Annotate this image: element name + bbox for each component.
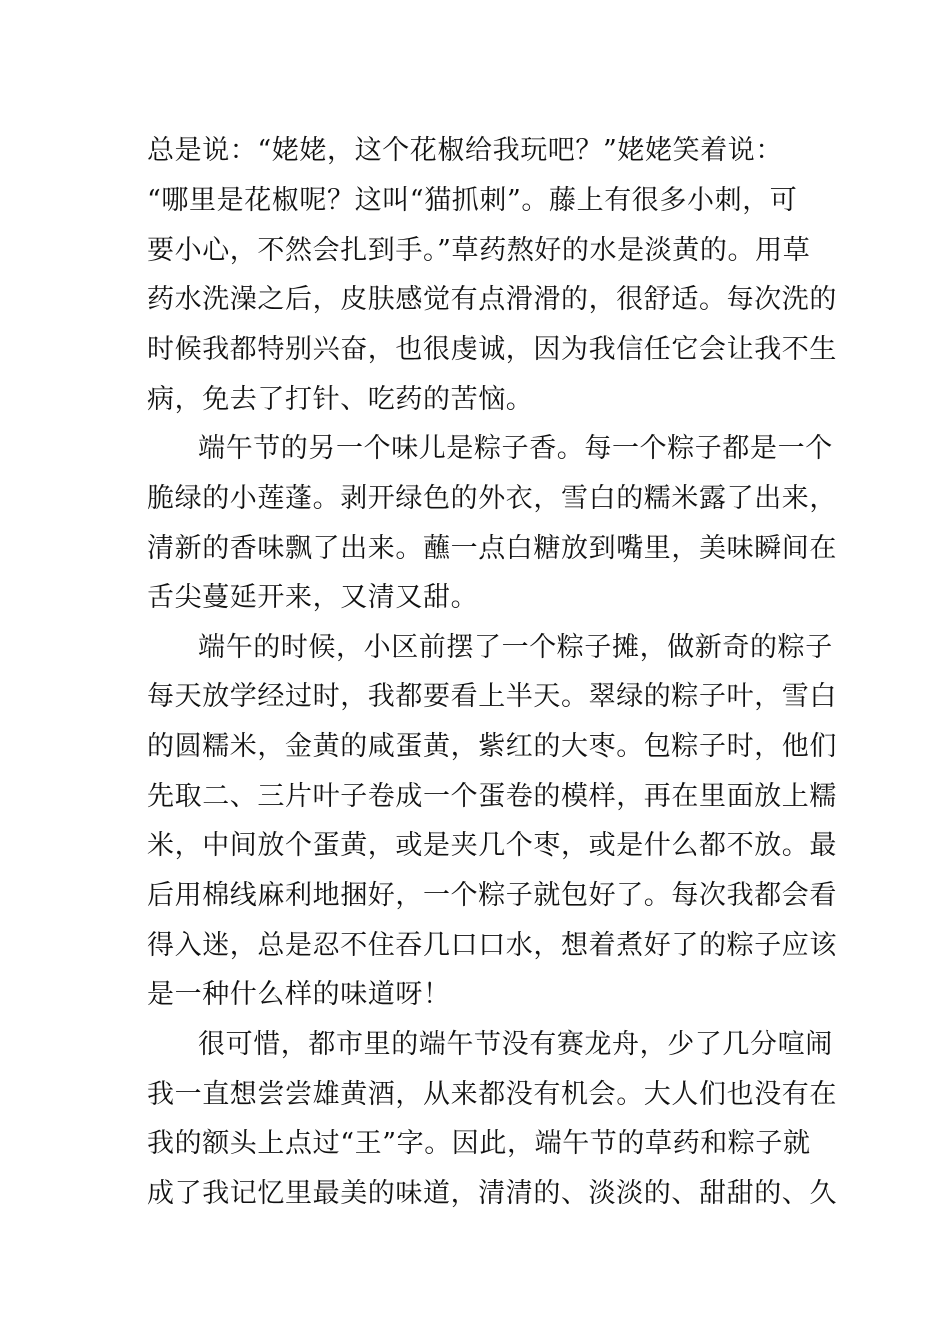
paragraph-first-line: 很可惜，都市里的端午节没有赛龙舟，少了几分喧闹 bbox=[198, 1029, 833, 1060]
text-line: 清新的香味飘了出来。蘸一点白糖放到嘴里，美味瞬间在 bbox=[147, 533, 837, 564]
text-line: 后用棉线麻利地捆好，一个粽子就包好了。每次我都会看 bbox=[147, 880, 837, 911]
text-line: 药水洗澡之后，皮肤感觉有点滑滑的，很舒适。每次洗的 bbox=[147, 284, 837, 315]
text-line: 舌尖蔓延开来，又清又甜。 bbox=[147, 582, 479, 613]
text-line: 是一种什么样的味道呀！ bbox=[147, 979, 451, 1010]
text-line: 米，中间放个蛋黄，或是夹几个枣，或是什么都不放。最 bbox=[147, 830, 837, 861]
text-line: 脆绿的小莲蓬。剥开绿色的外衣，雪白的糯米露了出来， bbox=[147, 483, 837, 514]
text-line: 得入迷，总是忍不住吞几口口水，想着煮好了的粽子应该 bbox=[147, 930, 837, 961]
paragraph-first-line: 端午节的另一个味儿是粽子香。每一个粽子都是一个 bbox=[198, 433, 833, 464]
text-line: 要小心，不然会扎到手。”草药熬好的水是淡黄的。用草 bbox=[147, 235, 811, 266]
text-line: 的圆糯米，金黄的咸蛋黄，紫红的大枣。包粽子时，他们 bbox=[147, 731, 837, 762]
text-line: 时候我都特别兴奋，也很虔诚，因为我信任它会让我不生 bbox=[147, 334, 837, 365]
text-line: 我的额头上点过“王”字。因此，端午节的草药和粽子就 bbox=[147, 1128, 811, 1159]
text-line: 成了我记忆里最美的味道，清清的、淡淡的、甜甜的、久 bbox=[147, 1178, 837, 1209]
text-line: 病，免去了打针、吃药的苦恼。 bbox=[147, 384, 534, 415]
text-line: 总是说：“姥姥，这个花椒给我玩吧？”姥姥笑着说： bbox=[147, 135, 784, 166]
text-line: 每天放学经过时，我都要看上半天。翠绿的粽子叶，雪白 bbox=[147, 681, 837, 712]
text-line: “哪里是花椒呢？这叫“猫抓刺”。藤上有很多小刺，可 bbox=[147, 185, 798, 216]
paragraph-first-line: 端午的时候，小区前摆了一个粽子摊，做新奇的粽子 bbox=[198, 632, 833, 663]
text-line: 先取二、三片叶子卷成一个蛋卷的模样，再在里面放上糯 bbox=[147, 781, 837, 812]
text-line: 我一直想尝尝雄黄酒，从来都没有机会。大人们也没有在 bbox=[147, 1079, 837, 1110]
